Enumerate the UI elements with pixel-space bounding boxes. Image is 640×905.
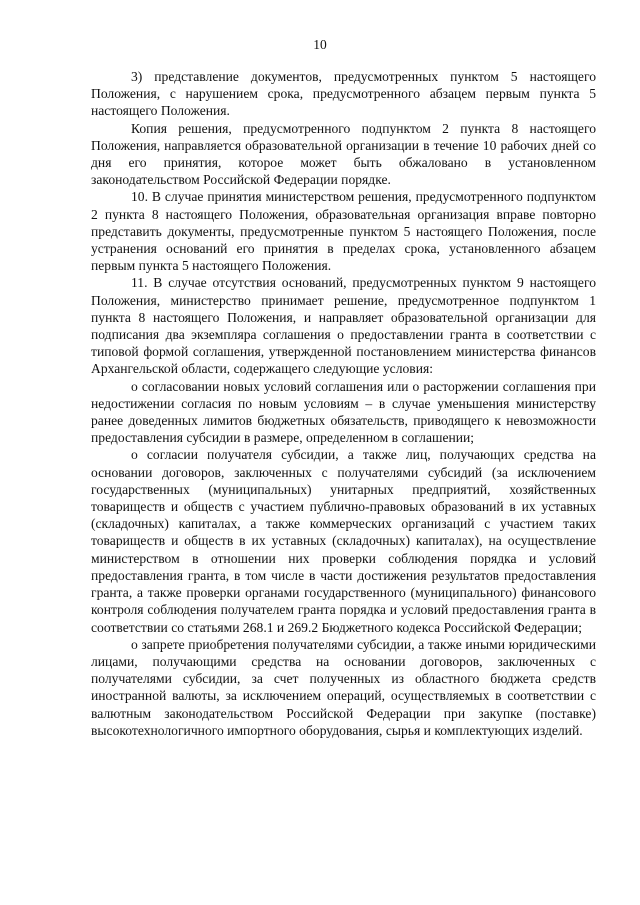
page-number: 10 xyxy=(313,37,327,52)
document-body xyxy=(91,68,596,739)
paragraph-condition-consent-audit: о согласии получателя субсидии, а также лиц, получающих средства на основании договоров, заключенных с получателями субсидий (за исключением государственных (муниципальных) унитарных предприятий, хозяйственных товариществ и обществ с участием публично-правовых образований в их уставных (складочных) капиталах, а также коммерческих организаций с участием таких товариществ и обществ в их уставных (складочных) капиталах), на осуществление министерством в отношении них проверки соблюдения порядка и условий предоставления гранта, в том числе в части достижения результатов предоставления гранта, а также проверки органами государственного (муниципального) финансового контроля соблюдения получателем гранта порядка и условий предоставления гранта в соответствии со статьями 268.1 и 269.2 Бюджетного кодекса Российской Федерации; xyxy=(91,447,596,635)
paragraph-item-3: 3) представление документов, предусмотренных пунктом 5 настоящего Положения, с нарушением срока, предусмотренного абзацем первым пункта 5 настоящего Положения. xyxy=(91,69,596,119)
paragraph-clause-11: 11. В случае отсутствия оснований, предусмотренных пунктом 9 настоящего Положения, министерство принимает решение, предусмотренное подпунктом 1 пункта 8 настоящего Положения, и направляет образовательной организации для подписания два экземпляра соглашения о предоставлении гранта в соответствии с типовой формой соглашения, утвержденной постановлением министерства финансов Архангельской области, содержащего следующие условия: xyxy=(91,275,596,377)
paragraph-clause-10: 10. В случае принятия министерством решения, предусмотренного подпунктом 2 пункта 8 настоящего Положения, образовательная организация вправе повторно представить документы, предусмотренные пунктом 5 настоящего Положения, после устранения оснований его принятия в пределах срока, установленного абзацем первым пункта 5 настоящего Положения. xyxy=(91,189,596,274)
paragraph-condition-renegotiation: о согласовании новых условий соглашения или о расторжении соглашения при недостижении согласия по новым условиям – в случае уменьшения министерству ранее доведенных лимитов бюджетных обязательств, приводящего к невозможности предоставления субсидии в размере, определенном в соглашении; xyxy=(91,378,596,446)
paragraph-condition-currency-ban: о запрете приобретения получателями субсидии, а также иными юридическими лицами, получающими средства на основании договоров, заключенных с получателями субсидии, за счет полученных из областного бюджета средств иностранной валюты, за исключением операций, осуществляемых в соответствии с валютным законодательством Российской Федерации при закупке (поставке) высокотехнологичного импортного оборудования, сырья и комплектующих изделий. xyxy=(91,636,596,738)
paragraph-decision-copy: Копия решения, предусмотренного подпунктом 2 пункта 8 настоящего Положения, направляется образовательной организации в течение 10 рабочих дней со дня его принятия, которое может быть обжаловано в установленном законодательством Российской Федерации порядке. xyxy=(91,120,596,188)
